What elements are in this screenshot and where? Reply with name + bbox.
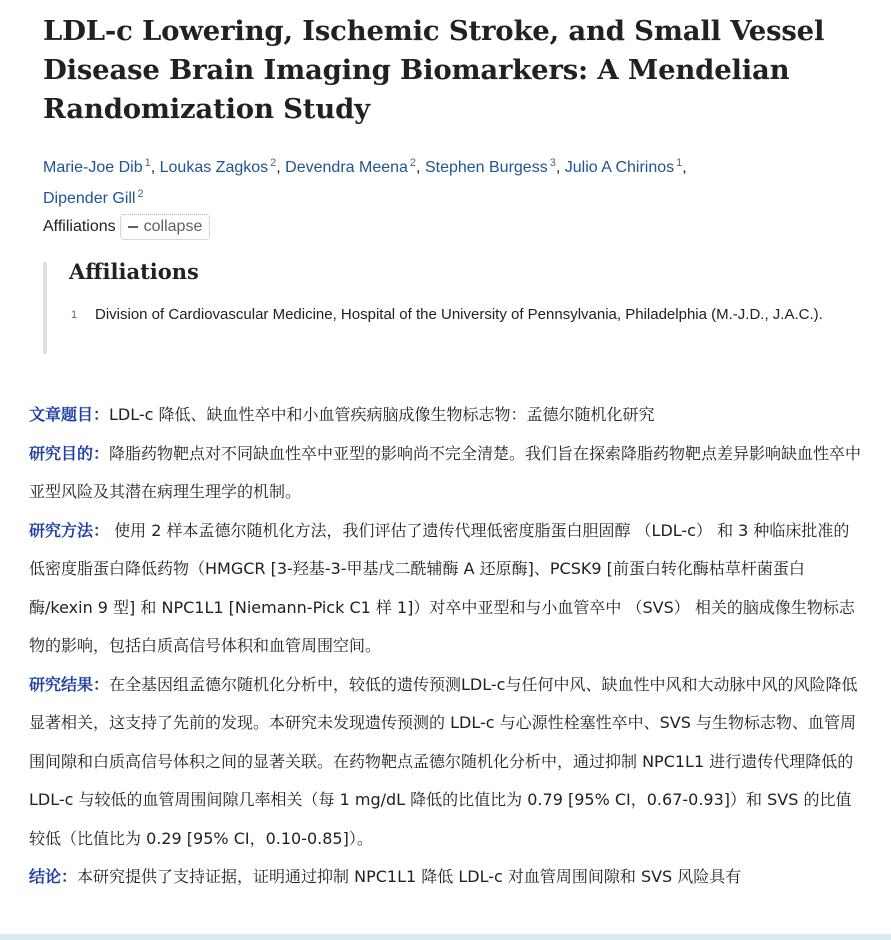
author-list xyxy=(43,150,843,212)
collapse-button[interactable] xyxy=(120,214,211,240)
author-item xyxy=(285,159,416,176)
author-link[interactable]: Loukas Zagkos xyxy=(159,159,269,176)
affiliations-toggle-row xyxy=(43,212,210,242)
conclusion-text: 本研究提供了支持证据，证明通过抑制 NPC1L1 降低 LDL-c 对血管周围间隙和 SVS 风险具有 xyxy=(77,867,742,886)
author-link[interactable]: Julio A Chirinos xyxy=(564,159,675,176)
conclusion-label: 结论： xyxy=(29,867,78,886)
minus-icon xyxy=(128,226,138,228)
summary-results-continued-paragraph xyxy=(29,704,864,858)
affiliation-item xyxy=(71,302,831,328)
results-label: 研究结果： xyxy=(29,674,110,694)
results-text-1: 在全基因组孟德尔随机化分析中，较低的遗传预测LDL-c与任何中风、缺血性中风和大动脉中风的风险降低 xyxy=(109,674,858,694)
author-item xyxy=(43,190,144,207)
bottom-bar xyxy=(0,934,891,940)
author-separator: , xyxy=(416,159,421,176)
author-separator: , xyxy=(555,159,561,176)
summary-title-label: 文章题目： xyxy=(29,405,110,424)
affiliation-ref[interactable]: 2 xyxy=(137,188,144,200)
author-separator: , xyxy=(276,159,281,176)
author-separator: , xyxy=(682,159,687,176)
affiliation-text: Division of Cardiovascular Medicine, Hospital of the University of Pennsylvania, Philadelphia (M.-J.D., J.A.C.). xyxy=(95,306,823,323)
author-link[interactable]: Marie-Joe Dib xyxy=(43,159,143,176)
collapse-label: collapse xyxy=(143,218,203,235)
affiliations-heading: Affiliations xyxy=(69,259,199,284)
affiliation-ref[interactable]: 3 xyxy=(549,157,556,169)
summary-title-paragraph xyxy=(29,396,864,435)
article-title: LDL-c Lowering, Ischemic Stroke, and Small Vessel Disease Brain Imaging Biomarkers: A Mendelian Randomization Study xyxy=(43,15,825,125)
affiliation-ref[interactable]: 1 xyxy=(144,157,151,169)
purpose-label: 研究目的： xyxy=(29,443,110,463)
affiliation-number: 1 xyxy=(71,309,78,321)
purpose-text: 降脂药物靶点对不同缺血性卒中亚型的影响尚不完全清楚。我们旨在探索降脂药物靶点差异影响缺血性卒中亚型风险及其潜在病理生理学的机制。 xyxy=(29,443,862,501)
author-link[interactable]: Devendra Meena xyxy=(285,159,408,176)
author-link[interactable]: Dipender Gill xyxy=(43,190,136,207)
summary-title-text: LDL-c 降低、缺血性卒中和小血管疾病脑成像生物标志物：孟德尔随机化研究 xyxy=(109,405,655,424)
methods-label: 研究方法： xyxy=(29,520,110,540)
author-item xyxy=(565,159,683,176)
summary-methods-paragraph xyxy=(29,512,864,666)
summary-conclusion-paragraph xyxy=(29,858,864,897)
author-item xyxy=(160,159,277,176)
results-text-2: 显著相关，这支持了先前的发现。本研究未发现遗传预测的 LDL-c 与心源性栓塞性卒中、SVS 与生物标志物、血管周围间隙和白质高信号体积之间的显著关联。在药物靶点孟德尔随机化分析中，通过抑制 NPC1L1 进行遗传代理降低的 LDL-c 与较低的血管周围间隙几率相关（每 1 mg/dL 降低的比值比为 0.79 [95% CI，0.67-0.93]）和 SVS 的比值较低（比值比为 0.29 [95% CI，0.10-0.85]）。 xyxy=(29,713,856,848)
affiliation-ref[interactable]: 1 xyxy=(676,157,683,169)
author-item xyxy=(43,159,151,176)
affiliations-panel xyxy=(43,259,837,354)
affiliations-label: Affiliations xyxy=(43,218,116,235)
summary-results-paragraph xyxy=(29,666,864,705)
chinese-summary xyxy=(29,396,864,897)
author-item xyxy=(425,159,556,176)
author-separator: , xyxy=(150,159,156,176)
affiliation-ref[interactable]: 2 xyxy=(409,157,417,169)
methods-text: 使用 2 样本孟德尔随机化方法，我们评估了遗传代理低密度脂蛋白胆固醇 （LDL-c） 和 3 种临床批准的低密度脂蛋白降低药物（HMGCR [3-羟基-3-甲基戊二酰辅酶 A 还原酶]、PCSK9 [前蛋白转化酶枯草杆菌蛋白酶/kexin 9 型] 和 NPC1L1 [Niemann-Pick C1 样 1]）对卒中亚型和与小血管卒中 （SVS） 相关的脑成像生物标志物的影响，包括白质高信号体积和血管周围空间。 xyxy=(29,520,855,655)
summary-purpose-paragraph xyxy=(29,435,864,512)
author-link[interactable]: Stephen Burgess xyxy=(424,159,548,176)
affiliation-ref[interactable]: 2 xyxy=(270,157,277,169)
